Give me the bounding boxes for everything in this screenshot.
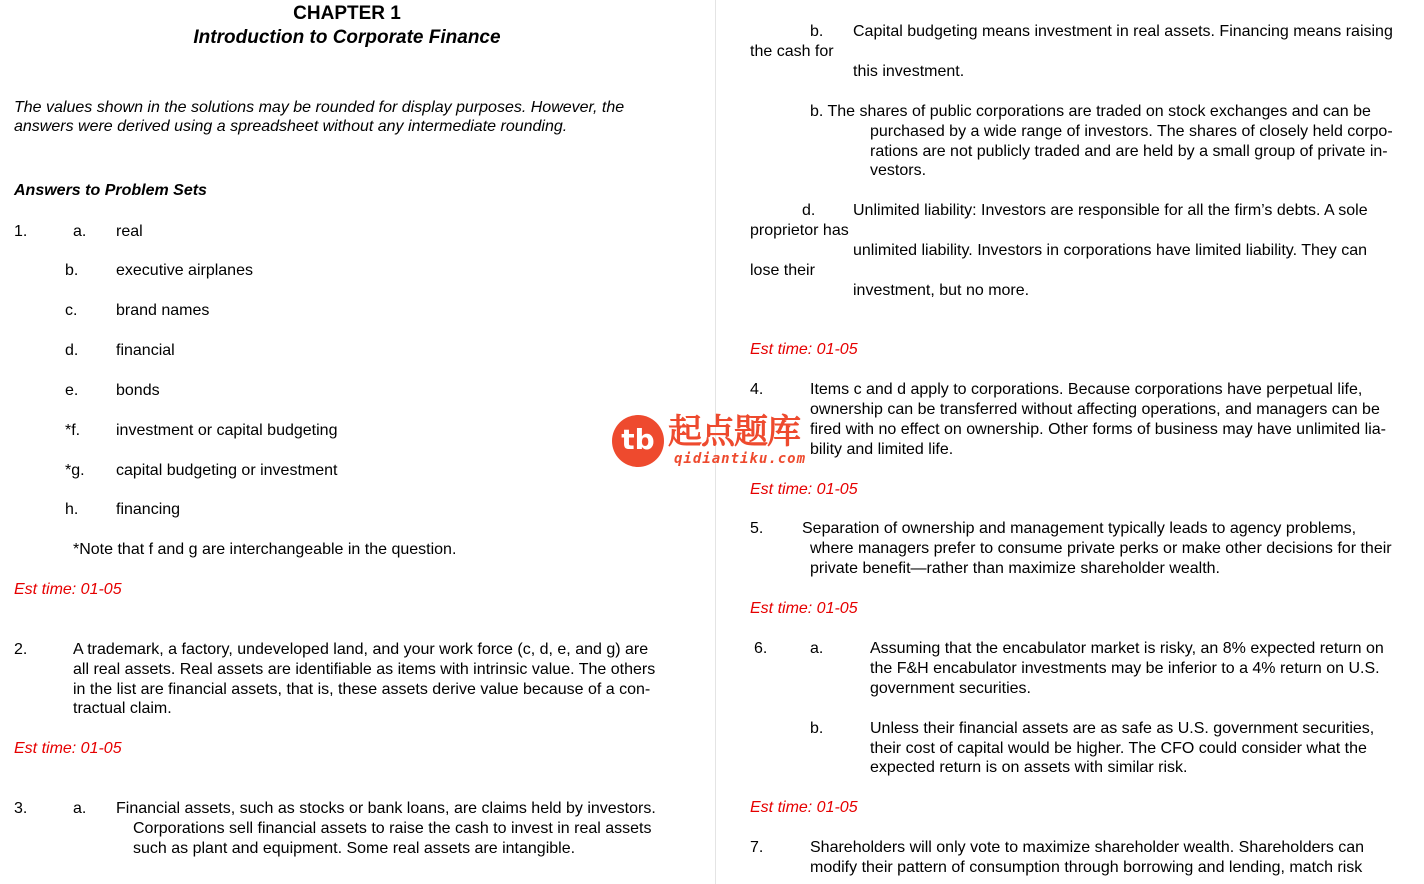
q3-c-line: purchased by a wide range of investors. The shares of closely held corpo- [870, 123, 1393, 140]
est-time: Est time: 01-05 [14, 740, 122, 757]
q1-item-letter: h. [65, 501, 79, 518]
chapter-title: CHAPTER 1 [293, 3, 401, 24]
q7-line: Shareholders will only vote to maximize shareholder wealth. Shareholders can [810, 839, 1365, 856]
q3-b-line: this investment. [853, 63, 965, 80]
q1-item-text: bonds [116, 382, 160, 399]
q1-item-letter: *g. [65, 462, 85, 479]
q6-b-letter: b. [810, 720, 824, 737]
est-time: Est time: 01-05 [750, 600, 858, 617]
q1-item-letter: *f. [65, 422, 81, 439]
watermark-domain: qidiantiku.com [674, 451, 807, 467]
q1-item-text: financing [116, 501, 181, 518]
q3-c-line: b. The shares of public corporations are traded on stock exchanges and can be [810, 103, 1371, 120]
q6-a-line: the F&H encabulator investments may be inferior to a 4% return on U.S. [870, 660, 1380, 677]
q1-item-text: investment or capital budgeting [116, 422, 338, 439]
watermark-badge: tb [612, 415, 664, 467]
q6-b-line: Unless their financial assets are as safe as U.S. government securities, [870, 720, 1375, 737]
intro-line-2: answers were derived using a spreadsheet without any intermediate rounding. [14, 118, 568, 135]
q3-a-line: Financial assets, such as stocks or bank loans, are claims held by investors. [116, 800, 656, 817]
q1-item-text: executive airplanes [116, 262, 253, 279]
q3-d-line: Unlimited liability: Investors are responsible for all the firm’s debts. A sole [853, 202, 1368, 219]
q6-a-letter: a. [810, 640, 824, 657]
q7-number: 7. [750, 839, 764, 856]
q2-number: 2. [14, 641, 28, 658]
q1-item-letter: d. [65, 342, 79, 359]
q1-item-text: financial [116, 342, 175, 359]
q1-item-letter: c. [65, 302, 78, 319]
q3-a-letter: a. [73, 800, 87, 817]
q3-d-line: unlimited liability. Investors in corporations have limited liability. They can [853, 242, 1368, 259]
q3-number: 3. [14, 800, 28, 817]
intro-line-1: The values shown in the solutions may be rounded for display purposes. However, the [14, 99, 625, 116]
q4-line: fired with no effect on ownership. Other forms of business may have unlimited lia- [810, 421, 1386, 438]
q3-b-line: the cash for [750, 43, 834, 60]
q3-c-line: rations are not publicly traded and are held by a small group of private in- [870, 143, 1388, 160]
q5-line: private benefit—rather than maximize shareholder wealth. [810, 560, 1220, 577]
chapter-subtitle: Introduction to Corporate Finance [193, 27, 501, 48]
q3-b-letter: b. [810, 23, 824, 40]
watermark-logo [612, 412, 812, 471]
q3-d-line: lose their [750, 262, 815, 279]
est-time: Est time: 01-05 [14, 581, 122, 598]
q2-line: tractual claim. [73, 700, 172, 717]
q7-line: modify their pattern of consumption through borrowing and lending, match risk [810, 859, 1363, 876]
q1-item-letter: a. [73, 223, 87, 240]
q4-number: 4. [750, 381, 764, 398]
q1-item-text: real [116, 223, 143, 240]
q3-d-line: investment, but no more. [853, 282, 1030, 299]
q6-b-line: expected return is on assets with similar risk. [870, 759, 1188, 776]
section-heading: Answers to Problem Sets [14, 182, 207, 199]
q1-item-text: capital budgeting or investment [116, 462, 338, 479]
q5-number: 5. [750, 520, 764, 537]
est-time: Est time: 01-05 [750, 341, 858, 358]
q3-b-line: Capital budgeting means investment in real assets. Financing means raising [853, 23, 1393, 40]
q4-line: bility and limited life. [810, 441, 954, 458]
q2-line: all real assets. Real assets are identifiable as items with intrinsic value. The others [73, 661, 656, 678]
q1-item-text: brand names [116, 302, 210, 319]
q6-number: 6. [754, 640, 768, 657]
q3-c-line: vestors. [870, 162, 927, 179]
q1-item-letter: e. [65, 382, 79, 399]
q4-line: Items c and d apply to corporations. Because corporations have perpetual life, [810, 381, 1363, 398]
est-time: Est time: 01-05 [750, 481, 858, 498]
q6-a-line: government securities. [870, 680, 1031, 697]
watermark-name: 起点题库 [668, 412, 800, 452]
q6-a-line: Assuming that the encabulator market is risky, an 8% expected return on [870, 640, 1384, 657]
q5-line: where managers prefer to consume private perks or make other decisions for their [810, 540, 1392, 557]
q2-line: A trademark, a factory, undeveloped land, and your work force (c, d, e, and g) are [73, 641, 649, 658]
q1-note: *Note that f and g are interchangeable in the question. [73, 541, 457, 558]
q2-line: in the list are financial assets, that is, these assets derive value because of a con- [73, 681, 651, 698]
q3-d-line: proprietor has [750, 222, 849, 239]
q3-d-letter: d. [802, 202, 816, 219]
q1-number: 1. [14, 223, 28, 240]
q3-a-line: Corporations sell financial assets to raise the cash to invest in real assets [133, 820, 652, 837]
q1-item-letter: b. [65, 262, 79, 279]
est-time: Est time: 01-05 [750, 799, 858, 816]
q6-b-line: their cost of capital would be higher. The CFO could consider what the [870, 740, 1367, 757]
q3-a-line: such as plant and equipment. Some real assets are intangible. [133, 840, 576, 857]
q4-line: ownership can be transferred without affecting operations, and managers can be [810, 401, 1380, 418]
q5-line: Separation of ownership and management typically leads to agency problems, [802, 520, 1357, 537]
